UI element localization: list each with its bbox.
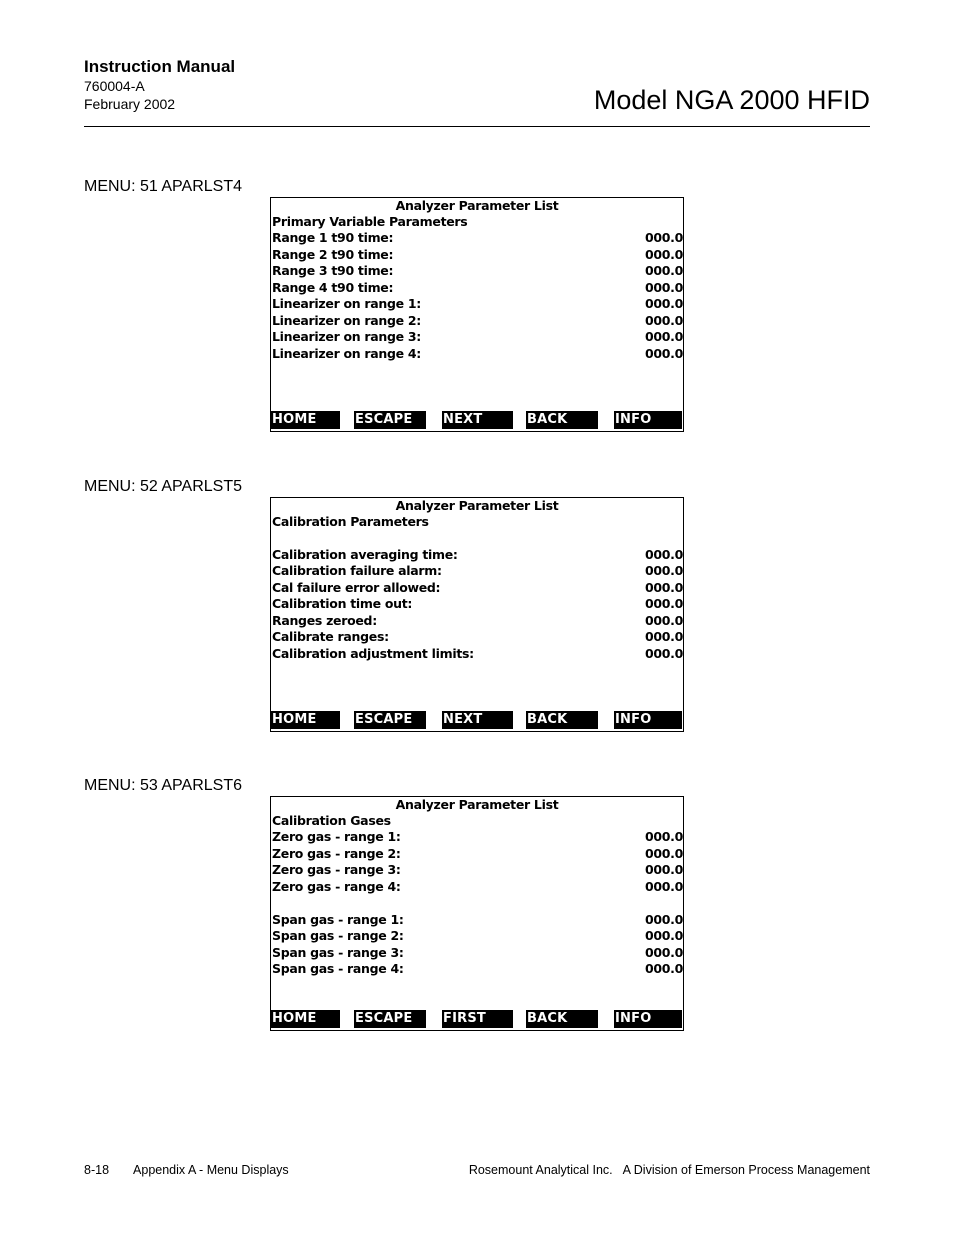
param-label: Cal failure error allowed: (272, 580, 441, 595)
param-label: Span gas - range 3: (272, 945, 404, 960)
param-label: Calibration failure alarm: (272, 563, 442, 578)
param-row (272, 928, 683, 944)
screen-title: Analyzer Parameter List (395, 198, 559, 213)
param-row (272, 629, 683, 645)
screen-title: Analyzer Parameter List (395, 498, 559, 513)
param-row (272, 346, 683, 362)
param-label: Calibration averaging time: (272, 547, 458, 562)
param-value: 000.0 (644, 580, 683, 595)
param-value: 000.0 (644, 945, 683, 960)
param-value: 000.0 (644, 280, 683, 295)
param-row (272, 313, 683, 329)
softkey-info[interactable]: INFO (614, 711, 682, 729)
company-name: Rosemount Analytical Inc. (468, 1163, 613, 1177)
param-label: Span gas - range 4: (272, 961, 404, 976)
param-value: 000.0 (644, 313, 683, 328)
param-value: 000.0 (644, 829, 683, 844)
param-row (272, 961, 683, 977)
softkey-next[interactable]: NEXT (442, 411, 513, 429)
model-title: Model NGA 2000 HFID (593, 85, 870, 115)
param-label: Range 3 t90 time: (272, 263, 394, 278)
param-value: 000.0 (644, 230, 683, 245)
param-value: 000.0 (644, 596, 683, 611)
param-label: Range 4 t90 time: (272, 280, 394, 295)
softkey-first[interactable]: FIRST (442, 1010, 513, 1028)
softkey-next[interactable]: NEXT (442, 711, 513, 729)
param-row (272, 912, 683, 928)
menu-caption: MENU: 51 APARLST4 (84, 178, 242, 195)
param-row (272, 580, 683, 596)
menu-caption: MENU: 53 APARLST6 (84, 777, 242, 794)
param-value: 000.0 (644, 563, 683, 578)
division-name: A Division of Emerson Process Management (622, 1163, 870, 1177)
menu-screen-aparlst4 (270, 197, 684, 432)
param-label: Zero gas - range 1: (272, 829, 401, 844)
softkey-back[interactable]: BACK (526, 411, 598, 429)
param-label: Linearizer on range 4: (272, 346, 421, 361)
menu-caption: MENU: 52 APARLST5 (84, 478, 242, 495)
param-label: Calibration adjustment limits: (272, 646, 474, 661)
softkey-back[interactable]: BACK (526, 711, 598, 729)
param-value: 000.0 (644, 547, 683, 562)
softkey-escape[interactable]: ESCAPE (354, 711, 426, 729)
param-label: Linearizer on range 1: (272, 296, 421, 311)
param-label: Calibration time out: (272, 596, 413, 611)
softkey-info[interactable]: INFO (614, 411, 682, 429)
param-row (272, 846, 683, 862)
page-number: 8-18 (84, 1163, 110, 1177)
param-value: 000.0 (644, 296, 683, 311)
param-row (272, 613, 683, 629)
softkey-escape[interactable]: ESCAPE (354, 1010, 426, 1028)
param-label: Range 1 t90 time: (272, 230, 394, 245)
param-row (272, 547, 683, 563)
screen-subtitle: Calibration Gases (272, 813, 391, 828)
document-header (84, 57, 235, 113)
param-value: 000.0 (644, 912, 683, 927)
softkey-home[interactable]: HOME (271, 411, 340, 429)
param-label: Zero gas - range 3: (272, 862, 401, 877)
param-value: 000.0 (644, 961, 683, 976)
document-date: February 2002 (84, 96, 176, 112)
param-row (272, 230, 683, 246)
param-row (272, 247, 683, 263)
param-label: Calibrate ranges: (272, 629, 389, 644)
param-value: 000.0 (644, 646, 683, 661)
screen-subtitle: Primary Variable Parameters (272, 214, 468, 229)
param-value: 000.0 (644, 879, 683, 894)
document-number: 760004-A (84, 78, 145, 94)
param-label: Zero gas - range 2: (272, 846, 401, 861)
param-value: 000.0 (644, 329, 683, 344)
param-row (272, 263, 683, 279)
param-value: 000.0 (644, 629, 683, 644)
param-value: 000.0 (644, 263, 683, 278)
param-row (272, 563, 683, 579)
param-row (272, 829, 683, 845)
param-label: Linearizer on range 3: (272, 329, 421, 344)
param-label: Span gas - range 2: (272, 928, 404, 943)
param-row (272, 329, 683, 345)
param-label: Range 2 t90 time: (272, 247, 394, 262)
header-divider (84, 126, 870, 127)
param-value: 000.0 (644, 247, 683, 262)
param-label: Zero gas - range 4: (272, 879, 401, 894)
param-row (272, 879, 683, 895)
page-footer-right (469, 1163, 870, 1178)
softkey-home[interactable]: HOME (271, 711, 340, 729)
softkey-back[interactable]: BACK (526, 1010, 598, 1028)
menu-screen-aparlst5 (270, 497, 684, 732)
softkey-home[interactable]: HOME (271, 1010, 340, 1028)
softkey-escape[interactable]: ESCAPE (354, 411, 426, 429)
param-value: 000.0 (644, 346, 683, 361)
page-footer-left (84, 1163, 289, 1178)
param-value: 000.0 (644, 928, 683, 943)
param-label: Linearizer on range 2: (272, 313, 421, 328)
param-row (272, 596, 683, 612)
param-row (272, 296, 683, 312)
param-row (272, 280, 683, 296)
section-title: Appendix A - Menu Displays (133, 1163, 289, 1177)
param-label: Span gas - range 1: (272, 912, 404, 927)
param-row (272, 945, 683, 961)
param-row (272, 862, 683, 878)
param-value: 000.0 (644, 846, 683, 861)
param-value: 000.0 (644, 613, 683, 628)
screen-subtitle: Calibration Parameters (272, 514, 429, 529)
softkey-info[interactable]: INFO (614, 1010, 682, 1028)
param-row (272, 646, 683, 662)
screen-title: Analyzer Parameter List (395, 797, 559, 812)
param-value: 000.0 (644, 862, 683, 877)
menu-screen-aparlst6 (270, 796, 684, 1031)
document-title: Instruction Manual (84, 57, 236, 76)
param-label: Ranges zeroed: (272, 613, 377, 628)
